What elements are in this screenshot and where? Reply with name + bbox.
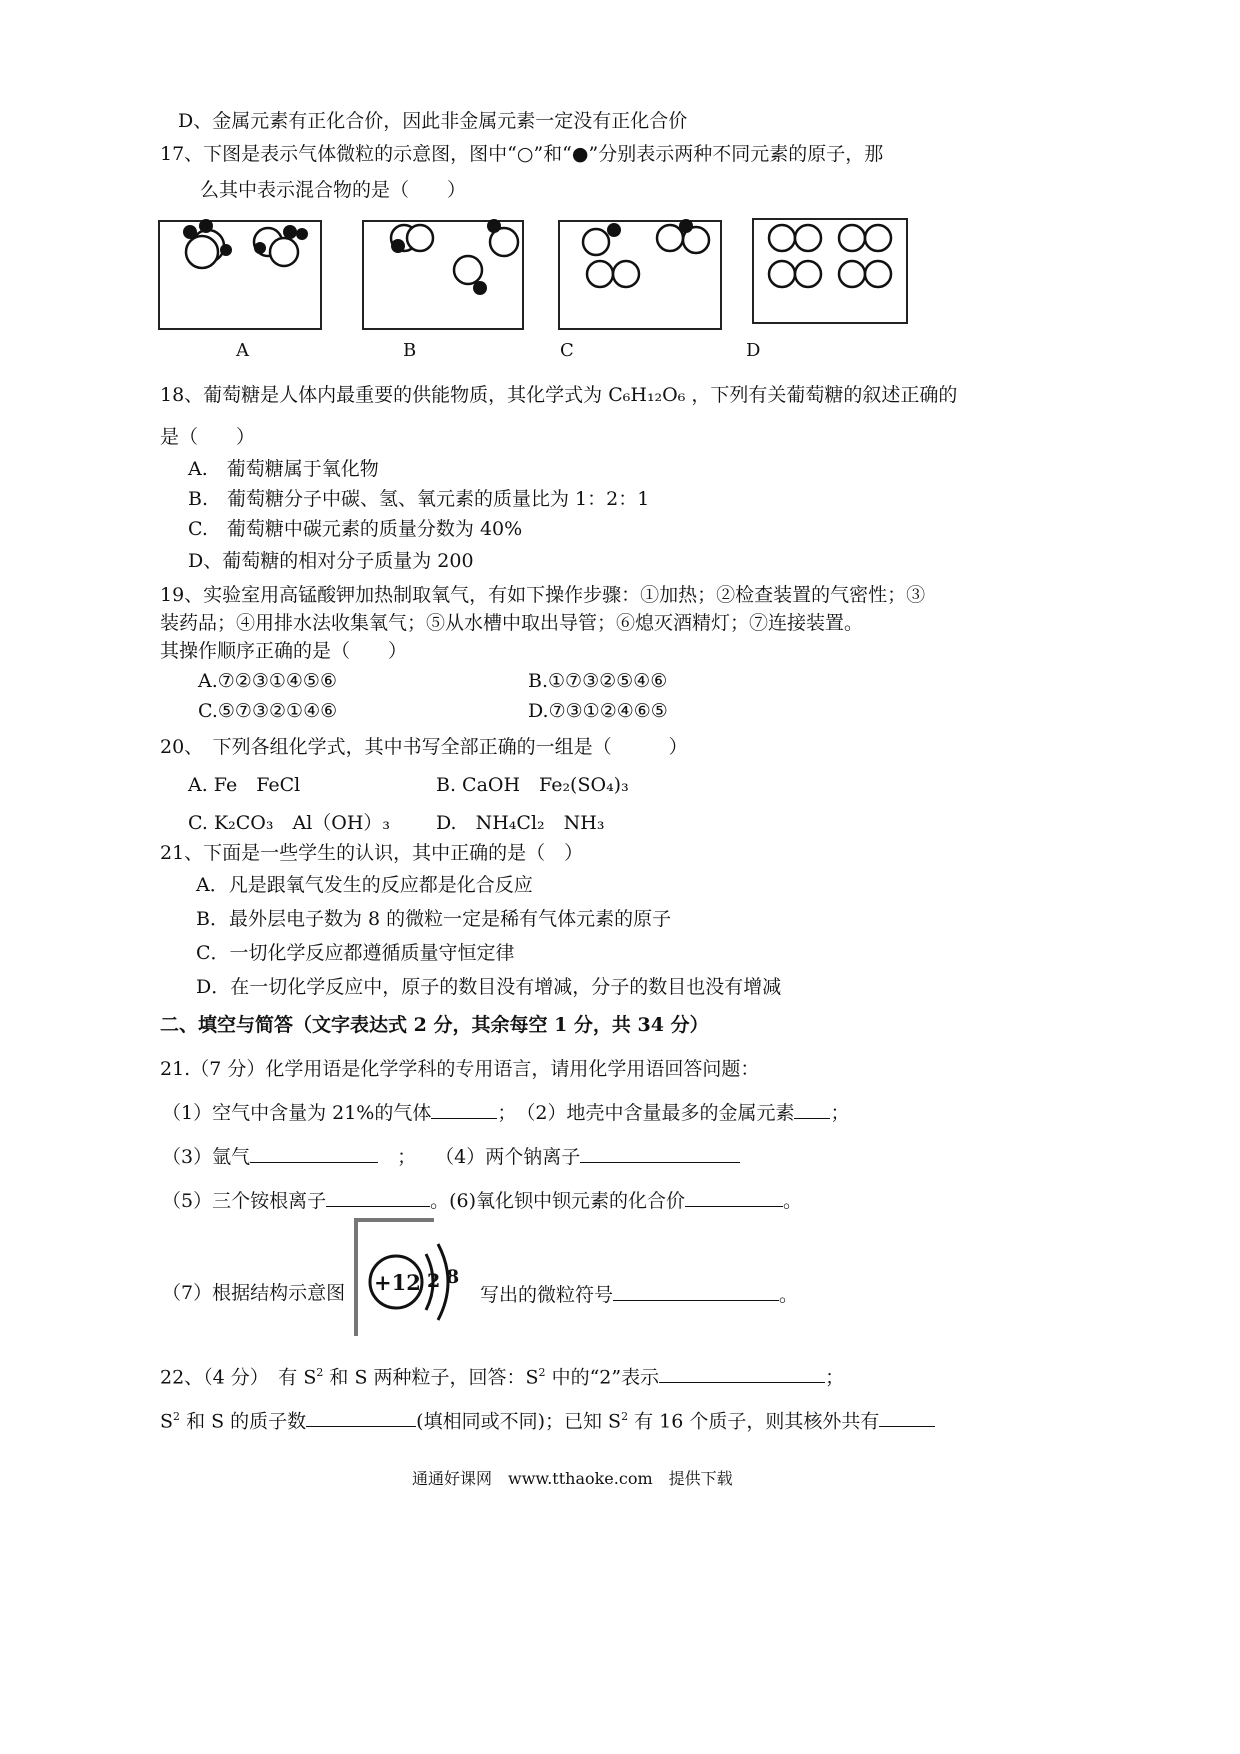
answer-blank-5[interactable] — [326, 1186, 430, 1207]
q21b-sep6: 。 — [783, 1190, 803, 1212]
diagram-box-b — [362, 220, 524, 330]
q21b-part4: （4）两个钠离子 — [444, 1146, 581, 1168]
q22-part1a: 22、（4 分） 有 S — [160, 1366, 317, 1389]
q22-sup1: 2 — [316, 1366, 324, 1379]
q22-part2c: (填相同或不同)；已知 S — [416, 1410, 622, 1433]
q21b-line1 — [162, 1098, 850, 1126]
q21a-option-c: C．一切化学反应都遵循质量守恒定律 — [196, 942, 515, 964]
q21a-option-a: A．凡是跟氧气发生的反应都是化合反应 — [196, 874, 533, 896]
q18-option-c: C. 葡萄糖中碳元素的质量分数为 40% — [188, 518, 523, 540]
q17-stem-line2: 么其中表示混合物的是（ ） — [200, 179, 467, 201]
q22-sup3: 2 — [173, 1410, 181, 1423]
q21b-part3: （3）氩气 — [162, 1146, 251, 1168]
q21b-part6: (6)氧化钡中钡元素的化合价 — [449, 1190, 686, 1212]
answer-blank-4[interactable] — [580, 1142, 740, 1163]
q21b-part5: （5）三个铵根离子 — [162, 1190, 327, 1212]
q21b-line4b — [480, 1280, 798, 1308]
q21a-stem: 21、下面是一些学生的认识，其中正确的是（ ） — [160, 842, 584, 864]
q22-part2b: 和 S 的质子数 — [180, 1410, 307, 1433]
q20-option-a: A. Fe FeCl — [188, 774, 301, 796]
q20-option-b: B. CaOH Fe₂(SO₄)₃ — [436, 774, 629, 796]
q19-stem-line1: 19、实验室用高锰酸钾加热制取氧气，有如下操作步骤：①加热；②检查装置的气密性；③ — [160, 584, 926, 606]
q21b-sep7: 。 — [779, 1284, 799, 1306]
q22-part2a: S — [160, 1410, 174, 1433]
q16-option-d: D、金属元素有正化合价，因此非金属元素一定没有正化合价 — [178, 110, 688, 132]
q20-stem: 20、 下列各组化学式，其中书写全部正确的一组是（ ） — [160, 736, 688, 758]
q22-line2 — [160, 1404, 935, 1434]
q18-stem-line2: 是（ ） — [160, 426, 256, 448]
answer-blank-9[interactable] — [306, 1406, 416, 1427]
diagram-label-c: C — [560, 340, 574, 361]
q19-stem-line3: 其操作顺序正确的是（ ） — [160, 640, 408, 662]
q22-line1 — [160, 1360, 844, 1390]
q21a-option-d: D．在一切化学反应中，原子的数目没有增减，分子的数目也没有增减 — [196, 976, 782, 998]
page-footer: 通通好课网 www.tthaoke.com 提供下载 — [412, 1469, 733, 1488]
q22-sep1: ； — [825, 1366, 845, 1389]
q21b-sep3: ； — [397, 1146, 407, 1168]
q21b-sep5: 。 — [430, 1190, 450, 1212]
q19-option-c: C.⑤⑦③②①④⑥ — [198, 700, 338, 722]
answer-blank-7[interactable] — [613, 1280, 779, 1301]
nucleus-charge: +12 — [374, 1270, 421, 1295]
diagram-box-a — [158, 220, 322, 330]
q19-option-a: A.⑦②③①④⑤⑥ — [198, 670, 337, 692]
diagram-label-a: A — [236, 340, 249, 361]
q21b-stem: 21.（7 分）化学用语是化学学科的专用语言，请用化学用语回答问题： — [160, 1058, 760, 1080]
q22-part2d: 有 16 个质子，则其核外共有 — [628, 1410, 880, 1433]
q21a-option-b: B．最外层电子数为 8 的微粒一定是稀有气体元素的原子 — [196, 908, 672, 930]
q18-option-d: D、葡萄糖的相对分子质量为 200 — [188, 550, 474, 572]
q17-stem-line1: 17、下图是表示气体微粒的示意图，图中“○”和“●”分别表示两种不同元素的原子，那 — [160, 143, 884, 165]
q21b-part7: （7）根据结构示意图 — [162, 1282, 346, 1304]
q19-stem-line2: 装药品；④用排水法收集氧气；⑤从水槽中取出导管；⑥熄灭酒精灯；⑦连接装置。 — [160, 612, 864, 634]
q20-option-c: C. K₂CO₃ Al（OH）₃ — [188, 812, 391, 834]
q18-stem-line1: 18、葡萄糖是人体内最重要的供能物质，其化学式为 C₆H₁₂O₆ ，下列有关葡萄糖的叙述正确的 — [160, 384, 958, 406]
q19-option-d: D.⑦③①②④⑥⑤ — [528, 700, 668, 722]
particles-d — [754, 220, 910, 326]
q21b-line3 — [162, 1186, 802, 1214]
q21b-sep2: ； — [830, 1102, 850, 1124]
section2-title: 二、填空与简答（文字表达式 2 分，其余每空 1 分，共 34 分） — [160, 1014, 709, 1036]
answer-blank-8[interactable] — [659, 1362, 825, 1383]
q21b-part7b: 写出的微粒符号 — [480, 1284, 614, 1306]
shell-1-electrons: 2 — [427, 1270, 441, 1292]
q22-part1b: 和 S 两种粒子，回答：S — [323, 1366, 539, 1389]
diagram-label-d: D — [746, 340, 761, 361]
q18-option-b: B. 葡萄糖分子中碳、氢、氧元素的质量比为 1：2：1 — [188, 488, 650, 510]
q21b-line2 — [162, 1142, 740, 1170]
q21b-part1: （1）空气中含量为 21%的气体 — [162, 1102, 432, 1124]
particles-b — [364, 222, 526, 332]
particles-a — [160, 222, 324, 332]
q22-sup2: 2 — [538, 1366, 546, 1379]
answer-blank-3[interactable] — [250, 1142, 378, 1163]
diagram-box-d — [752, 218, 908, 324]
atom-structure-diagram — [354, 1218, 464, 1336]
diagram-box-c — [558, 220, 722, 330]
particles-c — [560, 222, 724, 332]
q22-sup4: 2 — [621, 1410, 629, 1423]
q21b-sep1: ； — [497, 1102, 507, 1124]
q19-option-b: B.①⑦③②⑤④⑥ — [528, 670, 668, 692]
answer-blank-2[interactable] — [794, 1098, 830, 1119]
q20-option-d: D. NH₄Cl₂ NH₃ — [436, 812, 605, 834]
q22-part1c: 中的“2”表示 — [545, 1366, 660, 1389]
diagram-label-b: B — [403, 340, 417, 361]
q18-option-a: A. 葡萄糖属于氧化物 — [188, 458, 379, 480]
answer-blank-1[interactable] — [431, 1098, 497, 1119]
answer-blank-10[interactable] — [879, 1406, 935, 1427]
q21b-part2: （2）地壳中含量最多的金属元素 — [525, 1102, 795, 1124]
shell-2-electrons: 8 — [446, 1266, 460, 1288]
answer-blank-6[interactable] — [685, 1186, 783, 1207]
